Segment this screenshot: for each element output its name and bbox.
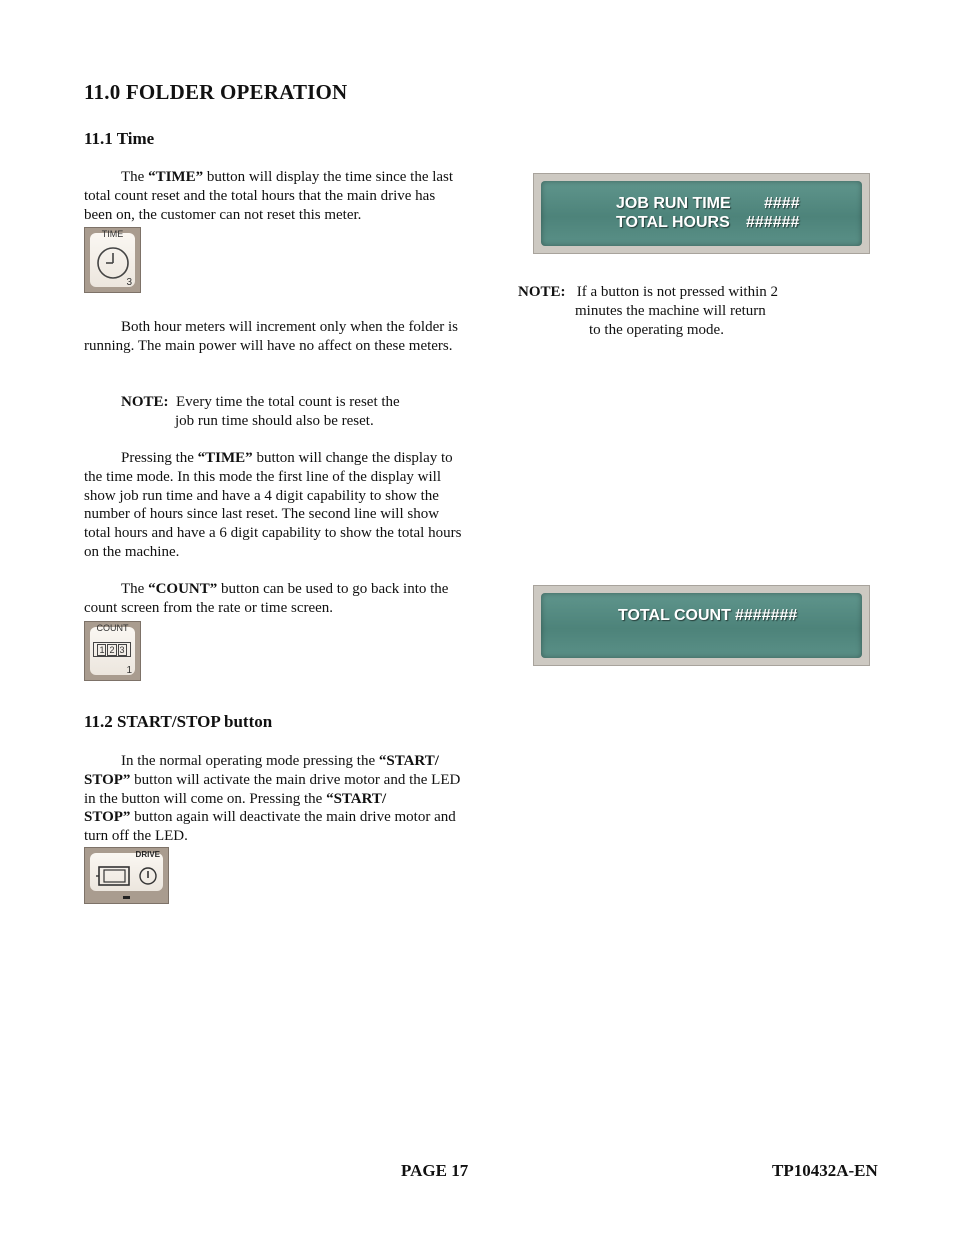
- lcd-job-run-time-value: ####: [764, 195, 800, 212]
- drive-power-icon: [95, 864, 161, 888]
- time-button-digit: 3: [126, 277, 132, 288]
- page-title: 11.0 FOLDER OPERATION: [84, 80, 348, 104]
- lcd-total-count-label: TOTAL COUNT: [618, 607, 731, 624]
- section-title-start-stop: 11.2 START/STOP button: [84, 712, 273, 731]
- lcd-count-display: [533, 585, 870, 666]
- time-button-caption: TIME: [101, 229, 124, 239]
- lcd-total-hours-label: TOTAL HOURS: [616, 214, 730, 231]
- time-button-image: [84, 227, 141, 293]
- note-reset: NOTE: Every time the total count is reset the job run time should also be reset.: [121, 394, 400, 429]
- lcd-job-run-time-label: JOB RUN TIME: [616, 195, 731, 212]
- lcd-total-count-value: #######: [735, 607, 798, 624]
- section-title-time: 11.1 Time: [84, 129, 155, 148]
- lcd-total-hours-value: ######: [746, 214, 800, 231]
- time-paragraph-2: Both hour meters will increment only when the folder is running. The main power will have no affect on these meters.: [84, 319, 459, 354]
- time-paragraph-1: The “TIME” button will display the time since the last total count reset and the total hours that the main drive has been on, the customer can not reset this meter.: [84, 169, 454, 223]
- count-button-digit: 1: [126, 665, 132, 676]
- start-stop-paragraph: In the normal operating mode pressing the “START/ STOP” button will activate the main drive motor and the LED in the button will come on. Pressing the “START/ STOP” button again will deactivate the main drive motor and turn off the LED.: [84, 753, 461, 845]
- note-timeout: NOTE: If a button is not pressed within 2 minutes the machine will return to the operating mode.: [518, 284, 778, 338]
- count-button-caption: COUNT: [96, 623, 129, 633]
- led-indicator: [123, 896, 130, 899]
- lcd-time-display: [533, 173, 870, 254]
- counter-icon: 1 2 3: [93, 642, 131, 657]
- drive-button-image: [84, 847, 169, 904]
- drive-button-caption: DRIVE: [135, 850, 160, 859]
- clock-icon: [95, 245, 131, 281]
- time-paragraph-4: The “COUNT” button can be used to go back into the count screen from the rate or time screen.: [84, 581, 449, 616]
- count-button-image: [84, 621, 141, 681]
- document-id: TP10432A-EN: [772, 1161, 878, 1180]
- page-number: PAGE 17: [401, 1161, 469, 1180]
- time-paragraph-3: Pressing the “TIME” button will change the display to the time mode. In this mode the first line of the display will show job run time and have a 4 digit capability to show the number of hours since last reset. The second line will show total hours and have a 6 digit capability to show the total hours on the machine.: [84, 450, 462, 560]
